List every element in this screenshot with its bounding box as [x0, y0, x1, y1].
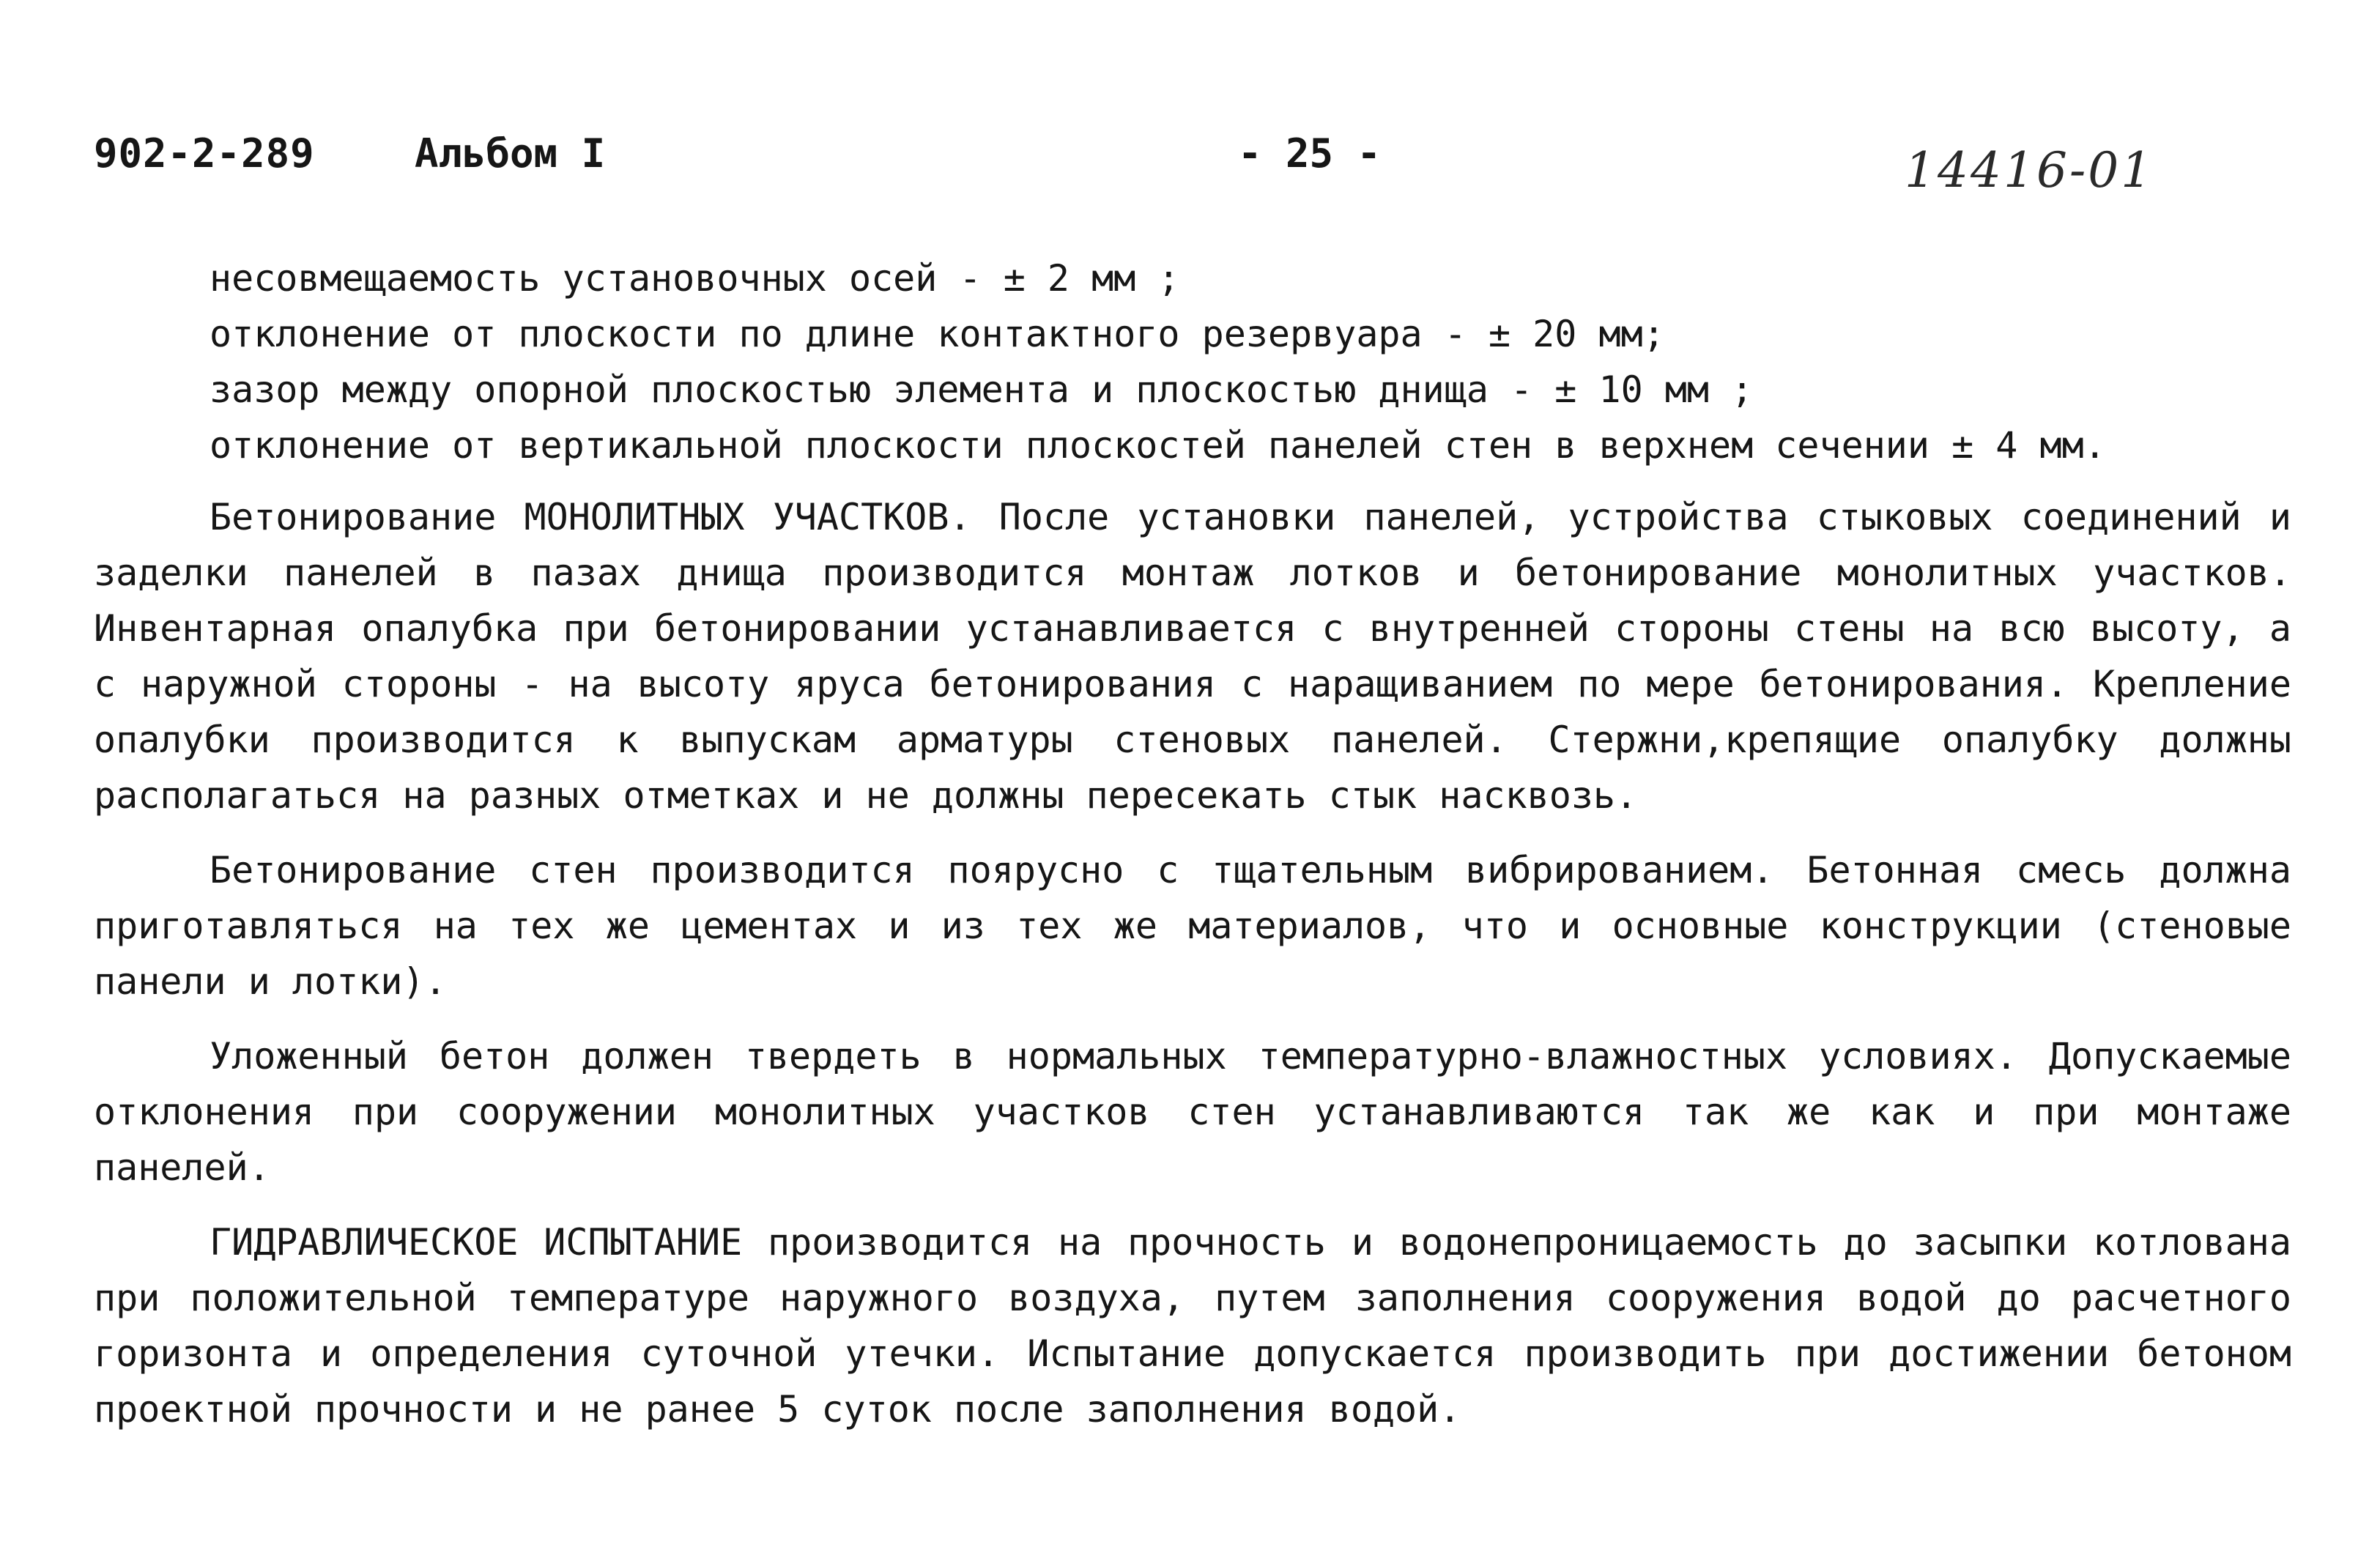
tolerance-item: несовмещаемость установочных осей - ± 2 мм ; [210, 257, 1180, 300]
tolerance-list [210, 251, 2363, 473]
handwritten-inventory-number: 14416-01 [1905, 142, 2154, 199]
paragraph-monolithic-concreting: Бетонирование МОНОЛИТНЫХ УЧАСТКОВ. После установки панелей, устройства стыковых соединений и заделки панелей в пазах днища производится монтаж лотков и бетонирование монолитных участков. Инвентарная опалубка при бетонировании устанавливается с внутренней стороны стены на всю высоту, а с наружной стороны - на высоту яруса бетонирования с наращиванием по мере бетонирования. Крепление опалубки производится к выпускам арматуры стеновых панелей. Стержни,крепящие опалубку должны располагаться на разных отметках и не должны пересекать стык насквозь. [94, 496, 2291, 817]
tolerance-item: зазор между опорной плоскостью элемента и плоскостью днища - ± 10 мм ; [210, 368, 1754, 411]
album-label: Альбом I [415, 130, 606, 177]
paragraph-wall-concreting: Бетонирование стен производится поярусно с тщательным вибрированием. Бетонная смесь должна приготавляться на тех же цементах и из тех же материалов, что и основные конструкции (стеновые панели и лотки). [94, 849, 2291, 1003]
paragraph-hydraulic-test: ГИДРАВЛИЧЕСКОЕ ИСПЫТАНИЕ производится на прочность и водонепроницаемость до засыпки котлована при положительной температуре наружного воздуха, путем заполнения сооружения водой до расчетного горизонта и определения суточной утечки. Испытание допускается производить при достижении бетоном проектной прочности и не ранее 5 суток после заполнения водой. [94, 1221, 2291, 1431]
tolerance-item: отклонение от вертикальной плоскости плоскостей панелей стен в верхнем сечении ± 4 мм. [210, 424, 2106, 467]
page-number: - 25 - [1238, 130, 1382, 177]
paragraph-curing: Уложенный бетон должен твердеть в нормальных температурно-влажностных условиях. Допускаемые отклонения при сооружении монолитных участков стен устанавливаются так же как и при монтаже панелей. [94, 1035, 2291, 1189]
tolerance-item: отклонение от плоскости по длине контактного резервуара - ± 20 мм; [210, 313, 1665, 355]
document-code: 902-2-289 [94, 130, 315, 177]
body-text [94, 489, 2291, 1456]
page-header [0, 123, 2380, 199]
